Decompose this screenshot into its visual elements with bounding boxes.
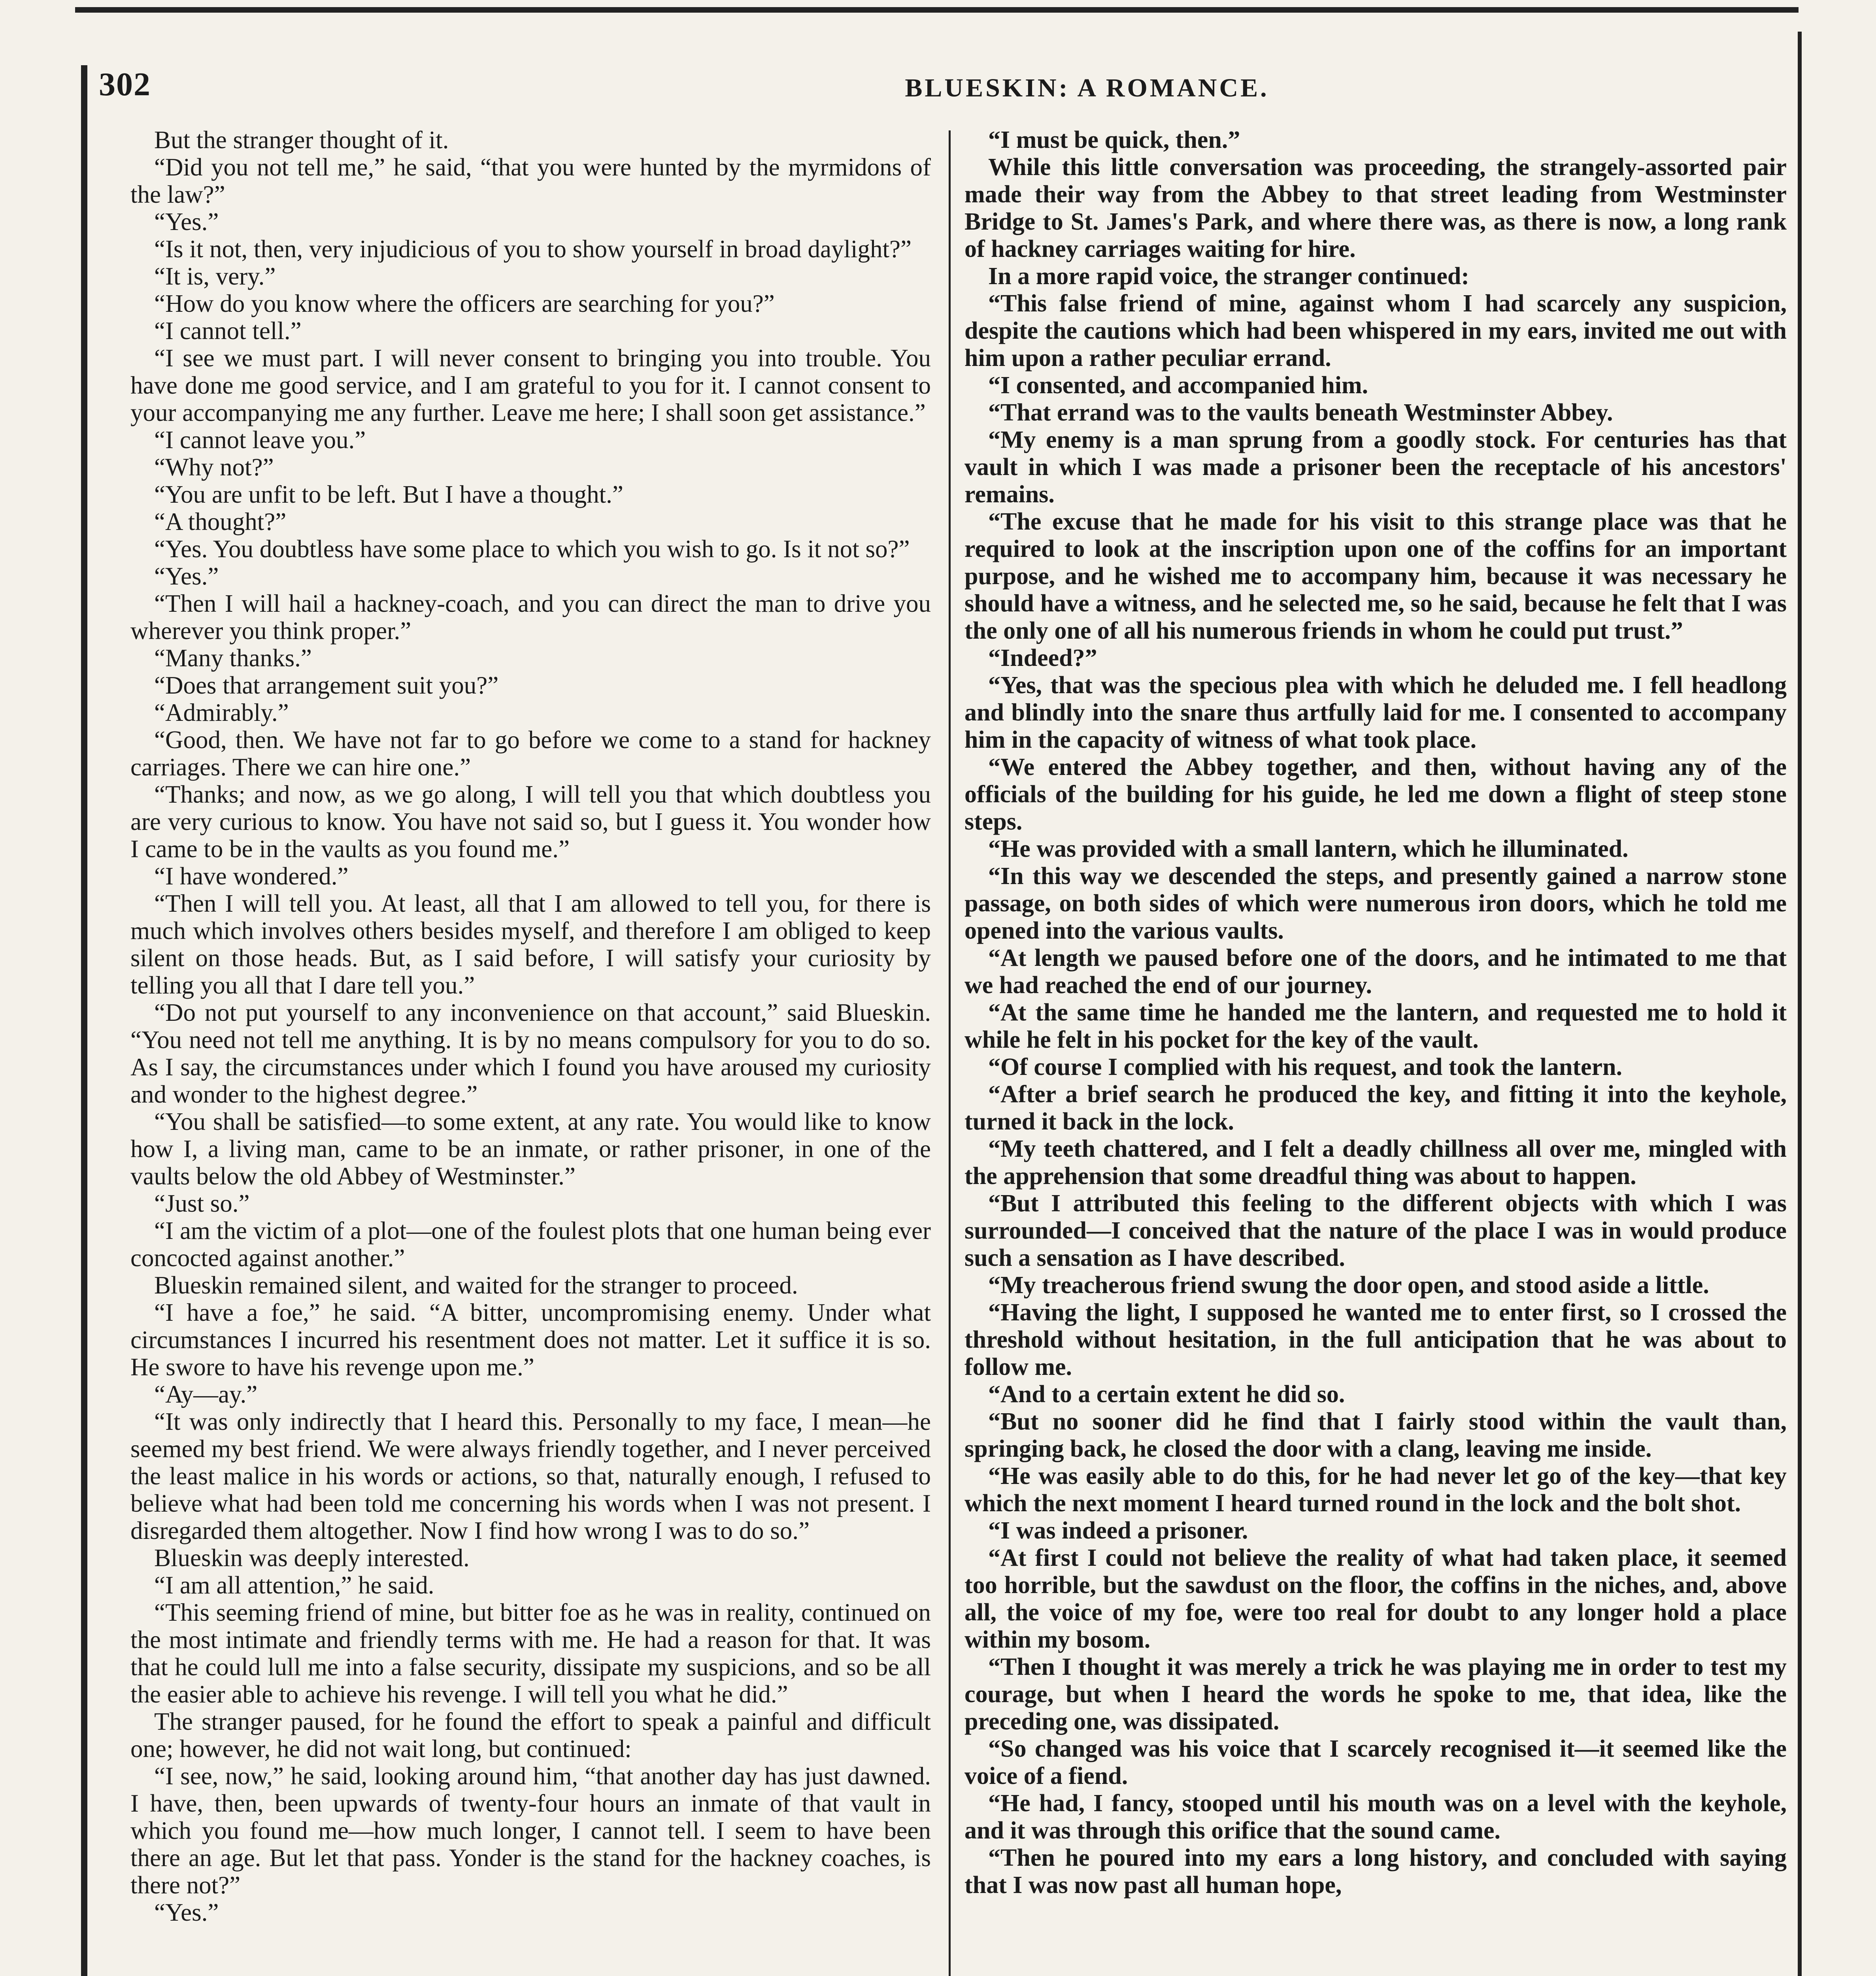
paragraph: “I consented, and accompanied him. bbox=[988, 372, 1368, 399]
paragraph: “He was easily able to do this, for he had never let go of the key—that key which the next moment I heard turned round in the lock and the bolt shot. bbox=[964, 1463, 1787, 1517]
paragraph: “You shall be satisfied—to some extent, at any rate. You would like to know how I, a living man, came to be an inmate, or rather prisoner, in one of the vaults below the old Abbey of Westminster.” bbox=[130, 1108, 931, 1190]
paragraph: “Many thanks.” bbox=[154, 644, 312, 672]
paragraph: “My treacherous friend swung the door open, and stood aside a little. bbox=[988, 1272, 1709, 1299]
paragraph: “Did you not tell me,” he said, “that you were hunted by the myrmidons of the law?” bbox=[130, 153, 931, 208]
paragraph: “You are unfit to be left. But I have a thought.” bbox=[154, 481, 623, 508]
paragraph: “Admirably.” bbox=[154, 699, 289, 726]
paragraph: “At first I could not believe the reality of what had taken place, it seemed too horrible, but the sawdust on the floor, the coffins in the niches, and, above all, the voice of my foe, were too real for doubt to any longer hold a place within my bosom. bbox=[964, 1544, 1787, 1653]
paragraph: “Is it not, then, very injudicious of you to show yourself in broad daylight?” bbox=[154, 235, 912, 263]
paragraph: “Of course I complied with his request, and took the lantern. bbox=[988, 1054, 1623, 1080]
paragraph: “I have wondered.” bbox=[154, 862, 349, 890]
right-border-rule bbox=[1798, 32, 1802, 1976]
paragraph: “I cannot leave you.” bbox=[154, 426, 366, 454]
paragraph: In a more rapid voice, the stranger continued: bbox=[988, 263, 1469, 290]
paragraph: “We entered the Abbey together, and then, without having any of the officials of the building for his guide, he led me down a flight of steep stone steps. bbox=[964, 754, 1787, 835]
page-header bbox=[99, 61, 1787, 121]
paragraph: “I am all attention,” he said. bbox=[154, 1571, 434, 1599]
paragraph: “This seeming friend of mine, but bitter foe as he was in reality, continued on the most intimate and friendly terms with me. He had a reason for that. It was that he could lull me into a false security, dissipate my suspicions, and so be all the easier able to achieve his revenge. I will tell you what he did.” bbox=[130, 1599, 931, 1708]
paragraph: “At length we paused before one of the doors, and he intimated to me that we had reached the end of our journey. bbox=[964, 945, 1787, 999]
paragraph: “Yes.” bbox=[154, 208, 219, 236]
paragraph: “That errand was to the vaults beneath Westminster Abbey. bbox=[988, 399, 1613, 426]
paragraph: “I have a foe,” he said. “A bitter, uncompromising enemy. Under what circumstances I incurred his resentment does not matter. Let it suffice it is so. He swore to have his revenge upon me.” bbox=[130, 1299, 931, 1381]
paragraph: “But I attributed this feeling to the different objects with which I was surrounded—I conceived that the nature of the place I was in would produce such a sensation as I have described. bbox=[964, 1190, 1787, 1271]
paragraph: “Do not put yourself to any inconvenience on that account,” said Blueskin. “You need not tell me anything. It is by no means compulsory for you to do so. As I say, the circumstances under which I found you have aroused my curiosity and wonder to the highest degree.” bbox=[130, 999, 931, 1108]
paragraph: “Then he poured into my ears a long history, and concluded with saying that I was now past all human hope, bbox=[964, 1844, 1787, 1899]
paragraph: “And to a certain extent he did so. bbox=[988, 1381, 1345, 1408]
paragraph: “But no sooner did he find that I fairly stood within the vault than, springing back, he closed the door with a clang, leaving me inside. bbox=[964, 1408, 1787, 1462]
paragraph: “I must be quick, then.” bbox=[988, 126, 1240, 153]
paragraph: “He had, I fancy, stooped until his mouth was on a level with the keyhole, and it was through this orifice that the sound came. bbox=[964, 1790, 1787, 1844]
paragraph: “In this way we descended the steps, and presently gained a narrow stone passage, on both sides of which were numerous iron doors, which he told me opened into the various vaults. bbox=[964, 863, 1787, 944]
paragraph: “A thought?” bbox=[154, 508, 287, 535]
paragraph: “Yes.” bbox=[154, 1899, 219, 1926]
paragraph: “Does that arrangement suit you?” bbox=[154, 671, 499, 699]
paragraph: “I see we must part. I will never consent to bringing you into trouble. You have done me good service, and I am grateful to you for it. I cannot consent to your accompanying me any further. Leave me here; I shall soon get assistance.” bbox=[130, 344, 931, 426]
paragraph: “Ay—ay.” bbox=[154, 1380, 258, 1408]
paragraph: “At the same time he handed me the lantern, and requested me to hold it while he felt in his pocket for the key of the vault. bbox=[964, 999, 1787, 1053]
paragraph: “Yes, that was the specious plea with which he deluded me. I fell headlong and blindly into the snare thus artfully laid for me. I consented to accompany him in the capacity of witness of what took place. bbox=[964, 672, 1787, 753]
paragraph: “How do you know where the officers are searching for you?” bbox=[154, 290, 775, 317]
paragraph: “It is, very.” bbox=[154, 262, 276, 290]
left-column bbox=[130, 126, 931, 1976]
paragraph: Blueskin remained silent, and waited for the stranger to proceed. bbox=[154, 1271, 798, 1299]
paragraph: While this little conversation was proceeding, the strangely-assorted pair made their way from the Abbey to that street leading from Westminster Bridge to St. James's Park, and where there was, as there is now, a long rank of hackney carriages waiting for hire. bbox=[964, 154, 1787, 262]
paragraph: “Yes.” bbox=[154, 562, 219, 590]
paragraph: “After a brief search he produced the key, and fitting it into the keyhole, turned it back in the lock. bbox=[964, 1081, 1787, 1135]
paragraph: “I see, now,” he said, looking around him, “that another day has just dawned. I have, then, been upwards of twenty-four hours an inmate of that vault in which you found me—how much longer, I cannot tell. I seem to have been there an age. But let that pass. Yonder is the stand for the hackney coaches, is there not?” bbox=[130, 1762, 931, 1899]
paragraph: Blueskin was deeply interested. bbox=[154, 1544, 470, 1572]
paragraph: “My teeth chattered, and I felt a deadly chillness all over me, mingled with the apprehension that some dreadful thing was about to happen. bbox=[964, 1135, 1787, 1190]
paragraph: “Yes. You doubtless have some place to which you wish to go. Is it not so?” bbox=[154, 535, 910, 563]
paragraph: “It was only indirectly that I heard this. Personally to my face, I mean—he seemed my best friend. We were always friendly together, and I never perceived the least malice in his words or actions, so that, naturally enough, I refused to believe what had been told me concerning his words when I was not present. I disregarded them altogether. Now I find how wrong I was to do so.” bbox=[130, 1408, 931, 1544]
paragraph: “Good, then. We have not far to go before we come to a stand for hackney carriages. There we can hire one.” bbox=[130, 726, 931, 781]
paragraph: “This false friend of mine, against whom I had scarcely any suspicion, despite the cautions which had been whispered in my ears, invited me out with him upon a rather peculiar errand. bbox=[964, 290, 1787, 371]
paragraph: “Then I will tell you. At least, all that I am allowed to tell you, for there is much which involves others besides myself, and therefore I am obliged to keep silent on those heads. But, as I said before, I will satisfy your curiosity by telling you all that I dare tell you.” bbox=[130, 890, 931, 999]
paragraph: “So changed was his voice that I scarcely recognised it—it seemed like the voice of a fiend. bbox=[964, 1735, 1787, 1789]
paragraph: “Just so.” bbox=[154, 1190, 250, 1217]
paragraph: “Thanks; and now, as we go along, I will tell you that which doubtless you are very curious to know. You have not said so, but I guess it. You wonder how I came to be in the vaults as you found me.” bbox=[130, 781, 931, 863]
paragraph: “Then I will hail a hackney-coach, and you can direct the man to drive you wherever you think proper.” bbox=[130, 590, 931, 645]
paragraph: The stranger paused, for he found the effort to speak a painful and difficult one; however, he did not wait long, but continued: bbox=[130, 1708, 931, 1763]
running-head: BLUESKIN: A ROMANCE. bbox=[905, 74, 1269, 102]
paragraph: “The excuse that he made for his visit to this strange place was that he required to look at the inscription upon one of the coffins for an important purpose, and he wished me to accompany him, because it was necessary he should have a witness, and he selected me, so he said, because he felt that I was the only one of all his numerous friends in whom he could put trust.” bbox=[964, 508, 1787, 644]
top-rule bbox=[75, 7, 1799, 13]
paragraph: “My enemy is a man sprung from a goodly stock. For centuries has that vault in which I was made a prisoner been the receptacle of his ancestors' remains. bbox=[964, 426, 1787, 508]
paragraph: “I was indeed a prisoner. bbox=[988, 1517, 1248, 1544]
column-divider bbox=[949, 130, 951, 1976]
paragraph: But the stranger thought of it. bbox=[154, 126, 449, 154]
paragraph: “Indeed?” bbox=[988, 645, 1097, 671]
page-number: 302 bbox=[99, 66, 151, 103]
paragraph: “I cannot tell.” bbox=[154, 317, 302, 345]
paragraph: “Having the light, I supposed he wanted me to enter first, so I crossed the threshold without hesitation, in the full anticipation that he was about to follow me. bbox=[964, 1299, 1787, 1380]
paragraph: “Why not?” bbox=[154, 453, 274, 481]
left-border-rule bbox=[81, 65, 87, 1976]
paragraph: “Then I thought it was merely a trick he was playing me in order to test my courage, but when I heard the words he spoke to me, that idea, like the preceding one, was dissipated. bbox=[964, 1654, 1787, 1735]
paragraph: “He was provided with a small lantern, which he illuminated. bbox=[988, 835, 1629, 862]
right-column bbox=[964, 126, 1787, 1976]
paragraph: “I am the victim of a plot—one of the foulest plots that one human being ever concocted against another.” bbox=[130, 1217, 931, 1272]
